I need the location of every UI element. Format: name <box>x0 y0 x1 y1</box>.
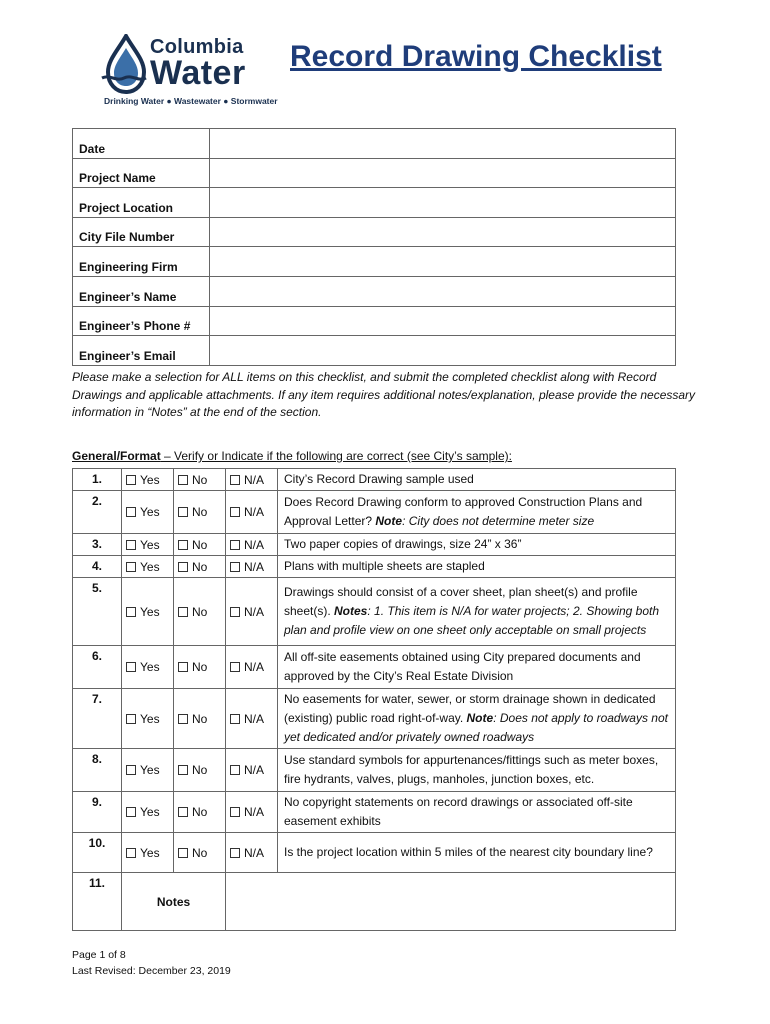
no-option-label: No <box>192 711 208 726</box>
checkbox-square-icon <box>178 807 188 817</box>
no-option-label: No <box>192 763 208 777</box>
na-checkbox[interactable] <box>230 712 264 726</box>
no-option-label: No <box>192 845 208 860</box>
no-option-cell <box>174 491 226 534</box>
info-row-engineer-email <box>73 336 676 366</box>
section-title: General/Format <box>72 449 161 463</box>
checkbox-square-icon <box>230 607 240 617</box>
no-checkbox[interactable] <box>178 660 207 674</box>
na-option-cell <box>226 792 278 833</box>
yes-option-label: Yes <box>140 845 160 860</box>
checkbox-square-icon <box>230 562 240 572</box>
yes-option-cell <box>122 749 174 792</box>
item-number: 11. <box>73 873 122 931</box>
na-option-label: N/A <box>244 472 265 487</box>
engineer-phone-label: Engineer’s Phone # <box>73 306 210 336</box>
checkbox-square-icon <box>230 807 240 817</box>
yes-option-label: Yes <box>140 805 160 819</box>
na-checkbox[interactable] <box>230 560 264 574</box>
item-description <box>278 749 676 792</box>
na-checkbox[interactable] <box>230 505 264 519</box>
engineer-email-field[interactable] <box>210 336 676 366</box>
no-checkbox[interactable] <box>178 846 207 860</box>
no-checkbox[interactable] <box>178 473 207 487</box>
na-option-label: N/A <box>244 805 265 819</box>
item-note-label: Note <box>466 711 494 725</box>
checkbox-square-icon <box>178 848 188 858</box>
na-checkbox[interactable] <box>230 763 264 777</box>
yes-option-label: Yes <box>140 604 160 619</box>
no-option-cell <box>174 833 226 873</box>
item-number: 9. <box>73 792 122 833</box>
item-description <box>278 646 676 689</box>
checkbox-square-icon <box>230 475 240 485</box>
na-option-cell <box>226 646 278 689</box>
checkbox-square-icon <box>178 765 188 775</box>
engineer-name-label: Engineer’s Name <box>73 276 210 306</box>
engineer-name-field[interactable] <box>210 276 676 306</box>
yes-option-cell <box>122 534 174 556</box>
section-heading <box>72 449 512 463</box>
checklist-row <box>73 578 676 646</box>
notes-field[interactable] <box>226 873 676 931</box>
notes-row <box>73 873 676 931</box>
yes-option-label: Yes <box>140 505 160 519</box>
checkbox-square-icon <box>126 562 136 572</box>
checklist-table <box>72 468 676 931</box>
info-row-engineer-name <box>73 276 676 306</box>
item-text: Drawings should consist of a cover sheet, plan sheet(s) and profile sheet(s). <box>284 585 638 618</box>
item-text: City’s Record Drawing sample used <box>284 472 474 486</box>
no-option-label: No <box>192 537 208 552</box>
page-footer <box>72 947 231 979</box>
na-option-cell <box>226 469 278 491</box>
checklist-row <box>73 646 676 689</box>
yes-checkbox[interactable] <box>126 660 160 674</box>
item-description <box>278 792 676 833</box>
yes-option-cell <box>122 469 174 491</box>
item-text: No easements for water, sewer, or storm drainage shown in dedicated (existing) public road right-of-way. <box>284 692 656 725</box>
no-option-cell <box>174 578 226 646</box>
checkbox-square-icon <box>178 507 188 517</box>
item-text: Use standard symbols for appurtenances/fittings such as meter boxes, fire hydrants, valves, plugs, manholes, junction boxes, etc. <box>284 753 659 786</box>
na-checkbox[interactable] <box>230 805 264 819</box>
info-row-engineering-firm <box>73 247 676 277</box>
info-row-date <box>73 129 676 159</box>
yes-checkbox[interactable] <box>126 505 160 519</box>
checkbox-square-icon <box>126 607 136 617</box>
item-number: 8. <box>73 749 122 792</box>
yes-option-cell <box>122 792 174 833</box>
engineer-email-label: Engineer’s Email <box>73 336 210 366</box>
yes-checkbox[interactable] <box>126 846 160 860</box>
item-description <box>278 469 676 491</box>
na-option-cell <box>226 749 278 792</box>
project-location-field[interactable] <box>210 188 676 218</box>
checkbox-square-icon <box>178 562 188 572</box>
na-option-label: N/A <box>244 505 265 519</box>
city-file-number-label: City File Number <box>73 217 210 247</box>
no-option-cell <box>174 534 226 556</box>
na-option-cell <box>226 534 278 556</box>
checkbox-square-icon <box>178 475 188 485</box>
no-checkbox[interactable] <box>178 712 207 726</box>
no-checkbox[interactable] <box>178 805 207 819</box>
no-option-cell <box>174 792 226 833</box>
engineering-firm-label: Engineering Firm <box>73 247 210 277</box>
item-description <box>278 534 676 556</box>
checkbox-square-icon <box>126 848 136 858</box>
item-description <box>278 689 676 749</box>
city-file-number-field[interactable] <box>210 217 676 247</box>
item-note-text: : 1. This item is N/A for water projects; 2. Showing both plan and profile view on one sheet only acceptable on small projects <box>284 604 660 637</box>
na-option-label: N/A <box>244 660 265 674</box>
checkbox-square-icon <box>126 714 136 724</box>
no-option-cell <box>174 689 226 749</box>
checkbox-square-icon <box>126 662 136 672</box>
checkbox-square-icon <box>178 662 188 672</box>
last-revised: Last Revised: December 23, 2019 <box>72 965 231 977</box>
no-option-label: No <box>192 472 208 487</box>
yes-checkbox[interactable] <box>126 805 160 819</box>
yes-option-cell <box>122 833 174 873</box>
yes-checkbox[interactable] <box>126 763 160 777</box>
checklist-row <box>73 689 676 749</box>
na-option-label: N/A <box>244 559 265 574</box>
yes-option-cell <box>122 578 174 646</box>
item-number: 5. <box>73 578 122 646</box>
checklist-row <box>73 792 676 833</box>
yes-option-label: Yes <box>140 711 160 726</box>
no-checkbox[interactable] <box>178 560 207 574</box>
info-row-project-name <box>73 158 676 188</box>
checkbox-square-icon <box>126 807 136 817</box>
yes-option-label: Yes <box>140 763 160 777</box>
item-number: 2. <box>73 491 122 534</box>
yes-checkbox[interactable] <box>126 538 160 552</box>
checklist-body <box>73 469 676 931</box>
checkbox-square-icon <box>230 507 240 517</box>
item-description <box>278 491 676 534</box>
na-option-label: N/A <box>244 845 265 860</box>
item-text: Two paper copies of drawings, size 24” x 36” <box>284 537 522 551</box>
no-checkbox[interactable] <box>178 538 207 552</box>
checklist-row <box>73 556 676 578</box>
item-note-label: Notes <box>334 604 368 618</box>
instructions-text: Please make a selection for ALL items on this checklist, and submit the completed checklist along with Record Drawings and applicable attachments. If any item requires additional notes/explanation, please provide the necessary information in “Notes” at the end of the section. <box>72 370 696 419</box>
item-text: All off-site easements obtained using City prepared documents and approved by the City’s Real Estate Division <box>284 650 641 683</box>
yes-option-label: Yes <box>140 537 160 552</box>
item-note-text: : Does not apply to roadways not yet dedicated and/or privately owned roadways <box>284 711 668 744</box>
item-number: 6. <box>73 646 122 689</box>
yes-option-cell <box>122 689 174 749</box>
checkbox-square-icon <box>178 540 188 550</box>
no-option-label: No <box>192 505 208 519</box>
yes-option-label: Yes <box>140 559 160 574</box>
item-note-label: Note <box>375 514 403 528</box>
page-title: Record Drawing Checklist <box>290 40 662 73</box>
item-number: 4. <box>73 556 122 578</box>
checkbox-square-icon <box>126 765 136 775</box>
yes-checkbox[interactable] <box>126 560 160 574</box>
no-option-label: No <box>192 660 208 674</box>
project-name-field[interactable] <box>210 158 676 188</box>
item-description <box>278 556 676 578</box>
item-note-text: : City does not determine meter size <box>402 514 595 528</box>
notes-label: Notes <box>122 873 226 931</box>
checkbox-square-icon <box>230 540 240 550</box>
checkbox-square-icon <box>230 848 240 858</box>
no-checkbox[interactable] <box>178 505 207 519</box>
na-checkbox[interactable] <box>230 846 264 860</box>
no-option-cell <box>174 749 226 792</box>
item-description <box>278 833 676 873</box>
yes-option-cell <box>122 646 174 689</box>
na-option-cell <box>226 491 278 534</box>
no-option-cell <box>174 469 226 491</box>
item-number: 1. <box>73 469 122 491</box>
checkbox-square-icon <box>230 714 240 724</box>
na-option-label: N/A <box>244 604 265 619</box>
info-row-engineer-phone <box>73 306 676 336</box>
na-option-cell <box>226 833 278 873</box>
yes-checkbox[interactable] <box>126 605 160 619</box>
yes-option-label: Yes <box>140 660 160 674</box>
item-text: Does Record Drawing conform to approved Construction Plans and Approval Letter? <box>284 495 643 528</box>
info-row-city-file-number <box>73 217 676 247</box>
no-checkbox[interactable] <box>178 605 207 619</box>
logo-name-line2: Water <box>150 54 246 92</box>
na-option-cell <box>226 556 278 578</box>
item-description <box>278 578 676 646</box>
na-option-label: N/A <box>244 537 265 552</box>
info-row-project-location <box>73 188 676 218</box>
checkbox-square-icon <box>178 714 188 724</box>
item-text: No copyright statements on record drawings or associated off-site easement exhibits <box>284 795 633 828</box>
checklist-row <box>73 491 676 534</box>
checkbox-square-icon <box>178 607 188 617</box>
engineering-firm-field[interactable] <box>210 247 676 277</box>
yes-checkbox[interactable] <box>126 473 160 487</box>
na-option-cell <box>226 689 278 749</box>
page-number: Page 1 of 8 <box>72 949 126 961</box>
item-number: 3. <box>73 534 122 556</box>
no-option-label: No <box>192 559 208 574</box>
engineer-phone-field[interactable] <box>210 306 676 336</box>
project-info-table <box>72 128 676 366</box>
yes-option-cell <box>122 556 174 578</box>
checklist-row <box>73 534 676 556</box>
item-number: 10. <box>73 833 122 873</box>
project-name-label: Project Name <box>73 158 210 188</box>
item-number: 7. <box>73 689 122 749</box>
checkbox-square-icon <box>230 765 240 775</box>
no-option-cell <box>174 556 226 578</box>
section-subtitle: – Verify or Indicate if the following are correct (see City’s sample): <box>160 449 512 463</box>
no-option-cell <box>174 646 226 689</box>
water-drop-icon <box>100 34 148 94</box>
checkbox-square-icon <box>230 662 240 672</box>
na-checkbox[interactable] <box>230 473 264 487</box>
columbia-water-logo <box>100 34 278 110</box>
no-option-label: No <box>192 604 208 619</box>
checklist-row <box>73 833 676 873</box>
date-field[interactable] <box>210 129 676 159</box>
yes-checkbox[interactable] <box>126 712 160 726</box>
checkbox-square-icon <box>126 507 136 517</box>
na-option-label: N/A <box>244 763 265 777</box>
checkbox-square-icon <box>126 540 136 550</box>
checkbox-square-icon <box>126 475 136 485</box>
item-text: Plans with multiple sheets are stapled <box>284 559 485 573</box>
item-text: Is the project location within 5 miles of the nearest city boundary line? <box>284 845 653 859</box>
project-location-label: Project Location <box>73 188 210 218</box>
na-checkbox[interactable] <box>230 538 264 552</box>
yes-option-label: Yes <box>140 472 160 487</box>
na-option-cell <box>226 578 278 646</box>
logo-name-line1: Columbia <box>150 36 244 58</box>
checklist-row <box>73 749 676 792</box>
na-checkbox[interactable] <box>230 660 264 674</box>
na-checkbox[interactable] <box>230 605 264 619</box>
na-option-label: N/A <box>244 711 265 726</box>
no-checkbox[interactable] <box>178 763 207 777</box>
date-label: Date <box>73 129 210 159</box>
logo-tagline: Drinking Water ● Wastewater ● Stormwater <box>104 96 278 106</box>
checklist-row <box>73 469 676 491</box>
yes-option-cell <box>122 491 174 534</box>
no-option-label: No <box>192 805 208 819</box>
